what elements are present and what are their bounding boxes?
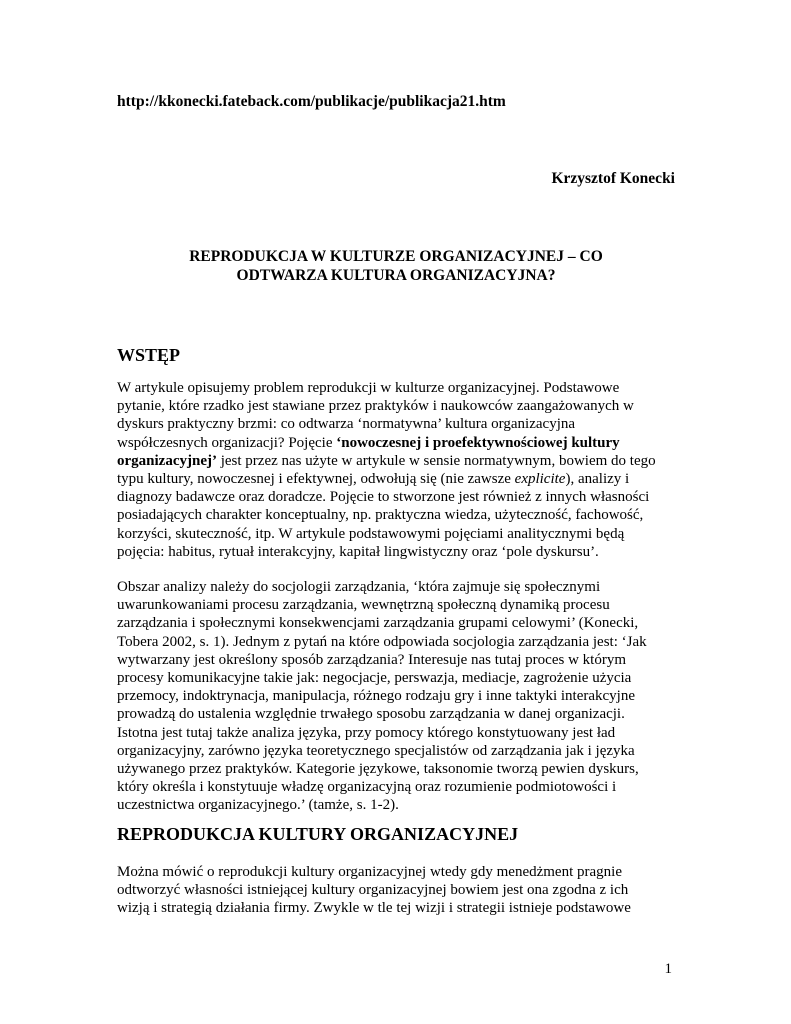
text-line: Obszar analizy należy do socjologii zarządzania, ‘która zajmuje się społecznymi xyxy=(117,579,601,595)
text-line: dyskurs praktyczny brzmi: co odtwarza ‘normatywna’ kultura organizacyjna xyxy=(117,416,576,433)
text-line: przemocy, indoktrynacja, manipulacja, różnego rodzaju gry i inne taktyki interakcyjne xyxy=(117,688,635,705)
text-line xyxy=(117,452,697,470)
author-name: Krzysztof Konecki xyxy=(551,170,675,187)
paragraph-intro xyxy=(117,379,697,561)
text-line: prowadzą do ustalenia względnie trwałego sposobu zarządzania w danej organizacji. xyxy=(117,706,625,723)
text-line: W artykule opisujemy problem reprodukcji w kulturze organizacyjnej. Podstawowe xyxy=(117,380,620,396)
italic-term: explicite xyxy=(514,471,566,488)
bold-term: organizacyjnej’ xyxy=(117,452,217,469)
text-line: diagnozy badawcze oraz doradcze. Pojęcie to stworzone jest również z innych własności xyxy=(117,489,650,506)
title-line: REPRODUKCJA W KULTURZE ORGANIZACYJNEJ – CO xyxy=(189,248,603,265)
text-line: procesy komunikacyjne takie jak: negocjacje, perswazja, mediacje, zagrożenie użycia xyxy=(117,670,632,687)
text-line: uczestnictwa organizacyjnego.’ (tamże, s. 1-2). xyxy=(117,797,399,814)
text-line: korzyści, skuteczność, itp. W artykule podstawowymi pojęciami analitycznymi będą xyxy=(117,525,625,542)
document-title xyxy=(117,247,675,285)
text-line: uwarunkowaniami procesu zarządzania, wewnętrzną społeczną dynamiką procesu xyxy=(117,597,610,614)
text-line: organizacyjny, zarówno języka teoretycznego specjalistów od zarządzania jak i języka xyxy=(117,742,635,759)
text-line: używanego przez praktyków. Kategorie językowe, taksonomie tworzą pewien dyskurs, xyxy=(117,761,639,778)
paragraph-reproduction xyxy=(117,863,697,918)
text-line: zarządzania i społecznymi konsekwencjami zarządzania grupami celowymi’ (Konecki, xyxy=(117,615,639,632)
text-line: posiadających charakter konceptualny, np. praktyczna wiedza, użyteczność, fachowość, xyxy=(117,507,644,524)
text-line: pytanie, które rzadko jest stawiane przez praktyków i naukowców zaangażowanych w xyxy=(117,398,634,415)
text-line xyxy=(117,470,697,488)
page-number: 1 xyxy=(664,961,672,977)
section-heading-reproduction: REPRODUKCJA KULTURY ORGANIZACYJNEJ xyxy=(117,824,519,844)
source-url: http://kkonecki.fateback.com/publikacje/publikacja21.htm xyxy=(117,93,506,110)
text-line: Istotna jest tutaj także analiza języka, przy pomocy którego konstytuowany jest ład xyxy=(117,724,616,741)
text-segment: jest przez nas użyte w artykule w sensie normatywnym, bowiem do tego xyxy=(216,452,656,469)
text-line: który określa i konstytuuje władzę organizacyjną oraz rozumienie podmiotowości i xyxy=(117,779,617,796)
text-line: Tobera 2002, s. 1). Jednym z pytań na które odpowiada socjologia zarządzania jest: ‘Jak xyxy=(117,633,647,650)
text-line: pojęcia: habitus, rytuał interakcyjny, kapitał lingwistyczny oraz ‘pole dyskursu’. xyxy=(117,543,599,560)
text-line: wytwarzany jest określony sposób zarządzania? Interesuje nas tutaj proces w którym xyxy=(117,651,626,668)
text-line: odtworzyć własności istniejącej kultury organizacyjnej bowiem jest ona zgodna z ich xyxy=(117,882,629,899)
bold-term: ‘nowoczesnej i proefektywnościowej kultury xyxy=(336,434,620,451)
paragraph-scope xyxy=(117,578,697,815)
text-line: wizją i strategią działania firmy. Zwykle w tle tej wizji i strategii istnieje podstawowe xyxy=(117,900,631,917)
text-segment: współczesnych organizacji? Pojęcie xyxy=(117,434,337,451)
text-segment: ), analizy i xyxy=(565,471,630,488)
text-line: Można mówić o reprodukcji kultury organizacyjnej wtedy gdy menedżment pragnie xyxy=(117,864,622,880)
section-heading-intro: WSTĘP xyxy=(117,345,181,365)
text-line xyxy=(117,434,697,452)
text-segment: typu kultury, nowoczesnej i efektywnej, odwołują się (nie zawsze xyxy=(117,471,515,488)
title-line: ODTWARZA KULTURA ORGANIZACYJNA? xyxy=(236,267,556,284)
